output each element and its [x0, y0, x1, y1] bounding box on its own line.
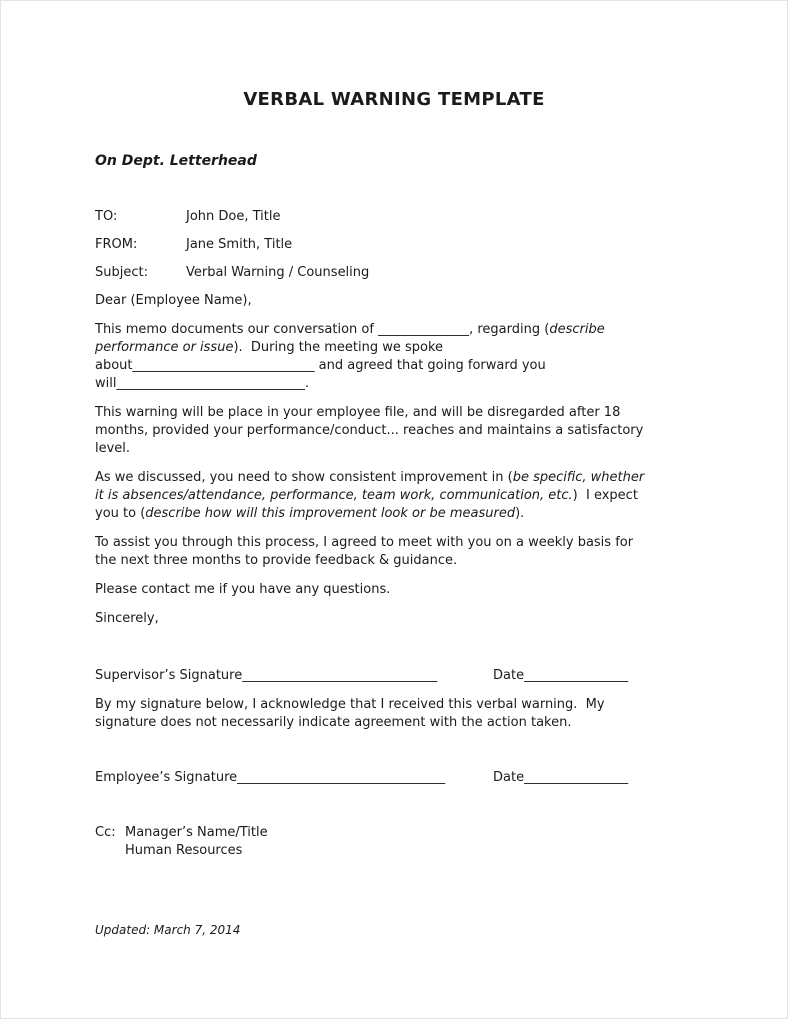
supervisor-signature-blank: ______________________________: [242, 668, 438, 683]
file-warning-paragraph: This warning will be place in your employee file, and will be disregarded after 18 months, provided your performance/conduct... reaches and maintains a satisfactory level.: [95, 405, 644, 456]
employee-date-line: [493, 769, 628, 787]
meta-block: [95, 208, 693, 310]
acknowledgement-paragraph: By my signature below, I acknowledge that I received this verbal warning. My signature does not necessarily indicate agreement with the action taken.: [95, 697, 605, 730]
supervisor-signature-label: Supervisor’s Signature: [95, 668, 243, 683]
meta-row-subject: [95, 264, 693, 282]
assistance-paragraph: To assist you through this process, I agreed to meet with you on a weekly basis for the next three months to provide feedback & guidance.: [95, 535, 634, 568]
subject-value: Verbal Warning / Counseling: [186, 265, 370, 280]
letterhead-note: On Dept. Letterhead: [95, 153, 257, 169]
memo-paragraph: This memo documents our conversation of ______________, regarding (describe performance or issue). During the meeting we spoke about____________________________ and agreed that going forward you will_____________________________.: [95, 322, 605, 391]
cc-line-hr: Human Resources: [125, 843, 243, 858]
employee-signature-row: [95, 769, 693, 787]
supervisor-signature-line: [95, 667, 493, 685]
employee-signature-line: [95, 769, 493, 787]
letter-body: [1, 1, 787, 939]
cc-block: [95, 824, 693, 860]
salutation: Dear (Employee Name),: [95, 293, 252, 308]
employee-date-label: Date: [493, 770, 525, 785]
closing: Sincerely,: [95, 611, 159, 626]
improvement-paragraph: As we discussed, you need to show consistent improvement in (be specific, whether it is absences/attendance, performance, team work, communication, etc.) I expect you to (describe how will this improvement look or be measured).: [95, 470, 645, 521]
cc-names: [125, 824, 268, 860]
to-value: John Doe, Title: [186, 209, 281, 224]
to-label: TO:: [95, 209, 118, 224]
meta-row-to: [95, 208, 693, 226]
from-value: Jane Smith, Title: [186, 237, 293, 252]
meta-row-from: [95, 236, 693, 254]
employee-signature-blank: ________________________________: [237, 770, 446, 785]
supervisor-signature-row: [95, 667, 693, 685]
supervisor-date-label: Date: [493, 668, 525, 683]
cc-label: Cc:: [95, 825, 116, 840]
document-title: VERBAL WARNING TEMPLATE: [243, 89, 545, 110]
supervisor-date-blank: ________________: [524, 668, 629, 683]
subject-label: Subject:: [95, 265, 148, 280]
contact-paragraph: Please contact me if you have any questions.: [95, 582, 391, 597]
updated-note: Updated: March 7, 2014: [95, 923, 241, 937]
from-label: FROM:: [95, 237, 138, 252]
employee-date-blank: ________________: [524, 770, 629, 785]
employee-signature-label: Employee’s Signature: [95, 770, 238, 785]
cc-line-manager: Manager’s Name/Title: [125, 825, 268, 840]
supervisor-date-line: [493, 667, 628, 685]
